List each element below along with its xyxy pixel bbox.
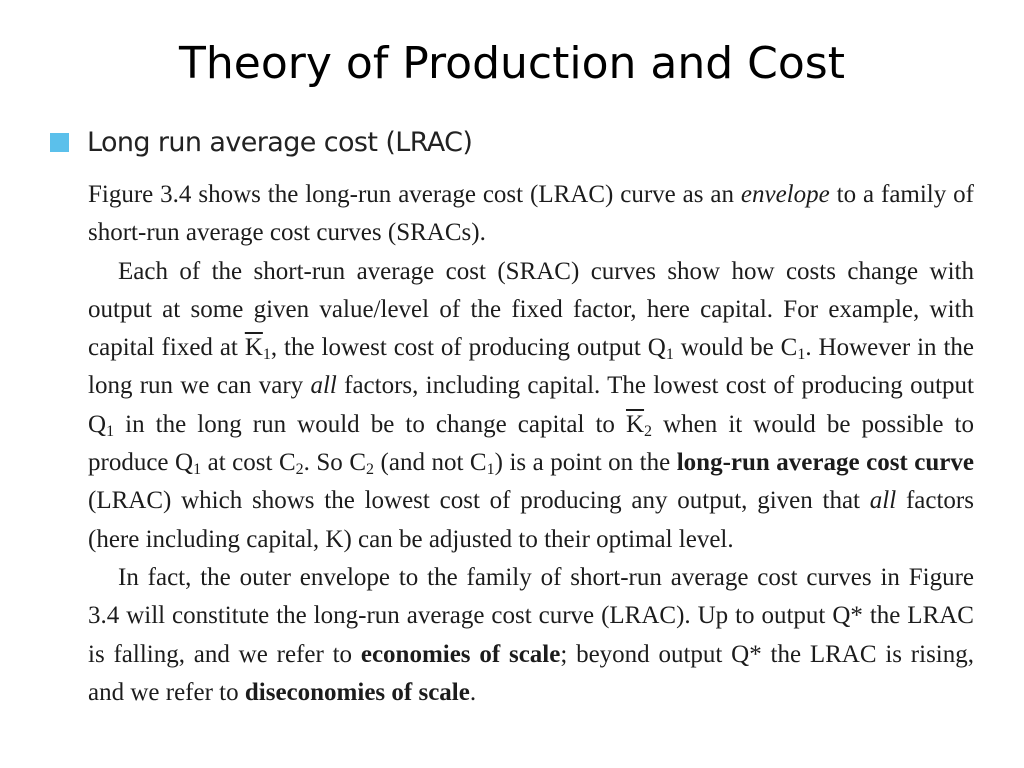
text-run: to a family of short-run average cost curves (SRACs). — [88, 181, 974, 247]
subscript: 2 — [644, 422, 653, 440]
text-run: ; beyond output Q* the LRAC is rising, and we refer to — [88, 640, 974, 706]
c-symbol: C — [278, 449, 296, 477]
text-run: , the lowest cost of producing output — [270, 334, 648, 362]
text-run: ) is a point on the — [494, 449, 677, 477]
text-run: Figure 3.4 shows the long-run average cost (LRAC) curve as an — [88, 181, 741, 208]
emphasis-all: all — [869, 487, 897, 515]
emphasis-envelope: envelope — [740, 181, 830, 208]
c-symbol: C — [780, 334, 798, 362]
text-run: . However in the long run we can vary — [88, 334, 974, 400]
paragraph-3 — [88, 559, 974, 712]
text-run: at cost — [201, 449, 279, 477]
subscript: 1 — [486, 461, 495, 479]
q-symbol: Q — [175, 449, 194, 477]
slide-title: Theory of Production and Cost — [179, 38, 845, 89]
text-run: factors (here including capital, K) can be adjusted to their optimal level. — [88, 487, 974, 553]
subscript: 1 — [262, 346, 271, 364]
emphasis-all: all — [310, 372, 337, 400]
text-run: In fact, the outer envelope to the family of short-run average cost curves in Figure 3.4 will constitute the long-run average cost curve (LRAC). Up to output Q* the LRAC is falling, and we refer to — [88, 563, 974, 668]
text-run: Each of the short-run average cost (SRAC) curves show how costs change with output at some given value/level of the fixed factor, here capital. For example, with capital fixed at — [88, 257, 974, 362]
subscript: 2 — [295, 461, 304, 479]
subscript: 2 — [366, 461, 375, 479]
q-symbol: Q — [88, 410, 107, 438]
bullet-heading — [50, 120, 472, 164]
text-run: when it would be possible to produce — [88, 410, 974, 477]
c-symbol: C — [349, 449, 367, 477]
text-run: in the long run would be to change capital to — [114, 410, 626, 438]
c-symbol: C — [469, 449, 487, 477]
body-text — [88, 176, 974, 712]
text-run: would be — [673, 334, 781, 362]
subscript: 1 — [797, 346, 806, 364]
text-run: (LRAC) which shows the lowest cost of producing any output, given that — [88, 487, 870, 515]
square-bullet-icon — [50, 133, 69, 152]
paragraph-1 — [88, 176, 974, 253]
bold-term-lrac: long-run average cost curve — [676, 449, 974, 477]
text-run: . — [469, 678, 477, 706]
subscript: 1 — [665, 346, 674, 364]
text-run: (and not — [374, 449, 470, 477]
paragraph-2 — [88, 253, 974, 559]
q-symbol: Q — [647, 334, 666, 362]
bullet-heading-text: Long run average cost (LRAC) — [87, 126, 473, 158]
k-bar-symbol: $\overline{K}$ — [625, 410, 645, 438]
bold-term-economies: economies of scale — [360, 640, 561, 668]
bold-term-diseconomies: diseconomies of scale — [244, 678, 470, 706]
subscript: 1 — [106, 422, 115, 440]
text-run: factors, including capital. The lowest cost of producing output — [336, 372, 974, 400]
subscript: 1 — [193, 461, 202, 479]
text-run: . So — [303, 449, 350, 477]
k-bar-symbol: $\overline{K}$ — [244, 334, 263, 362]
